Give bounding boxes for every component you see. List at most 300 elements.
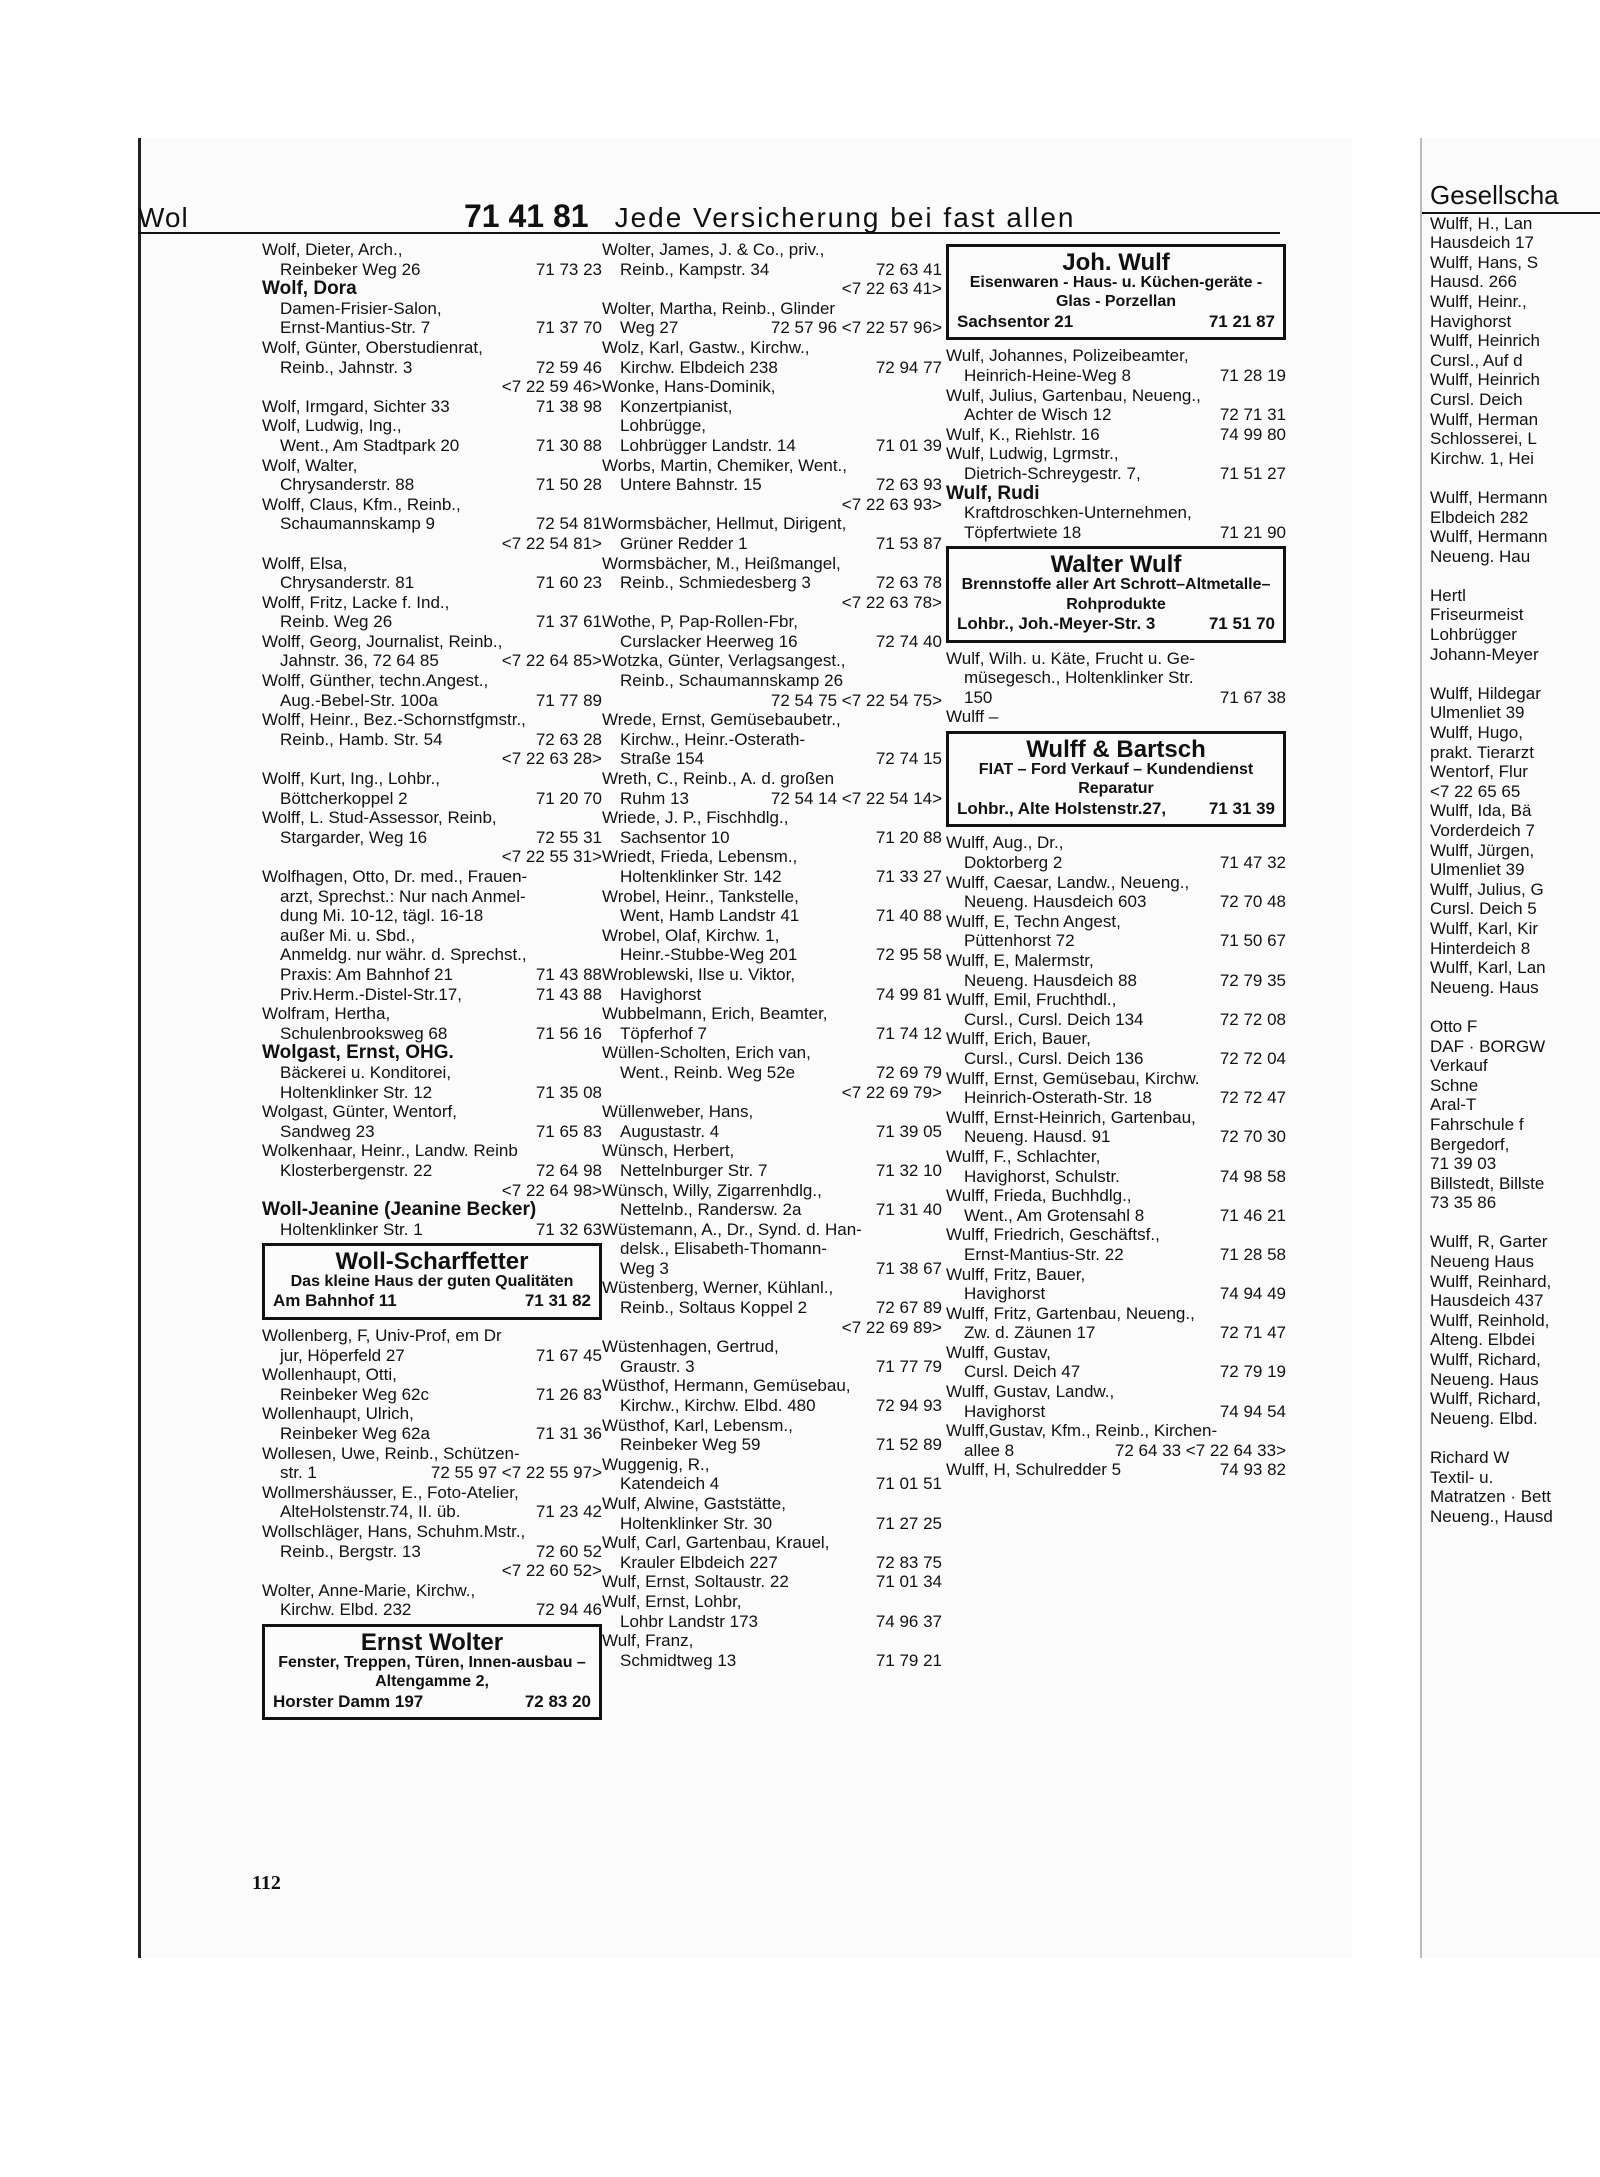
directory-entry xyxy=(946,1225,1286,1264)
entry-detail: AlteHolstenstr.74, II. üb. xyxy=(280,1502,461,1522)
adjacent-line: Neueng. Elbd. xyxy=(1430,1408,1538,1428)
entry-phone: <7 22 69 89> xyxy=(841,1317,942,1337)
entry-line xyxy=(946,1323,1286,1343)
directory-entry xyxy=(262,397,602,417)
entry-name: Wüsthof, Hermann, Gemüsebau, xyxy=(602,1376,851,1396)
entry-name: Wüstenhagen, Gertrud, xyxy=(602,1337,779,1357)
entry-detail: Töpferhof 7 xyxy=(620,1023,707,1043)
entry-phone: 74 96 37 xyxy=(875,1611,942,1631)
entry-detail: Priv.Herm.-Distel-Str.17, xyxy=(280,984,462,1004)
entry-detail: Klosterbergenstr. 22 xyxy=(280,1160,433,1180)
directory-entry xyxy=(602,1337,942,1376)
adjacent-line: Wulff, Hermann xyxy=(1430,527,1548,547)
entry-line xyxy=(602,1083,942,1103)
directory-entry xyxy=(262,1522,602,1581)
adjacent-line: Hausd. 266 xyxy=(1430,272,1517,292)
entry-line xyxy=(946,931,1286,951)
directory-entry xyxy=(262,632,602,671)
entry-line xyxy=(262,945,602,965)
entry-detail: Kirchw., Heinr.-Osterath- xyxy=(620,729,806,749)
entry-line xyxy=(946,1225,1286,1245)
entry-detail: Nettelnburger Str. 7 xyxy=(620,1160,768,1180)
entry-detail: Lohbr Landstr 173 xyxy=(620,1611,758,1631)
entry-name: Wriedt, Frieda, Lebensm., xyxy=(602,847,798,867)
entry-line xyxy=(262,985,602,1005)
directory-entry xyxy=(946,1029,1286,1068)
entry-line xyxy=(262,1181,602,1201)
ad-phone: 72 83 20 xyxy=(524,1691,591,1711)
entry-phone: 72 64 98 xyxy=(535,1160,602,1180)
entry-line xyxy=(946,971,1286,991)
entry-line xyxy=(602,1298,942,1318)
entry-line xyxy=(946,1069,1286,1089)
entry-phone: 72 70 30 xyxy=(1219,1127,1286,1147)
entry-name: Wulf, Franz, xyxy=(602,1631,694,1651)
entry-phone: 72 72 47 xyxy=(1219,1088,1286,1108)
entry-line xyxy=(602,612,942,632)
entry-name: Wulff,Gustav, Kfm., Reinb., Kirchen- xyxy=(946,1421,1218,1441)
entry-phone: 71 20 88 xyxy=(875,827,942,847)
entry-line xyxy=(602,1553,942,1573)
entry-phone: 71 50 67 xyxy=(1219,931,1286,951)
directory-entry xyxy=(602,887,942,926)
ad-subtitle: FIAT – Ford Verkauf – Kundendienst Reparatur xyxy=(978,760,1254,798)
entry-name: Wroblewski, Ilse u. Viktor, xyxy=(602,964,796,984)
entry-line xyxy=(602,1592,942,1612)
entry-line xyxy=(602,240,942,260)
entry-line xyxy=(602,847,942,867)
entry-detail: Chrysanderstr. 88 xyxy=(280,475,415,495)
entry-line xyxy=(262,1063,602,1083)
entry-line xyxy=(602,945,942,965)
entry-line xyxy=(262,260,602,280)
directory-entry xyxy=(602,651,942,710)
entry-detail: Bäckerei u. Konditorei, xyxy=(280,1062,452,1082)
entry-line xyxy=(262,475,602,495)
directory-entry xyxy=(946,873,1286,912)
entry-line xyxy=(946,951,1286,971)
entry-detail: Went., Am Stadtpark 20 xyxy=(280,435,460,455)
entry-name: Wulff – xyxy=(946,707,999,727)
entry-phone: 71 32 10 xyxy=(875,1160,942,1180)
adjacent-line: Alteng. Elbdei xyxy=(1430,1330,1535,1350)
entry-detail: Augustastr. 4 xyxy=(620,1121,720,1141)
entry-detail: Sandweg 23 xyxy=(280,1121,375,1141)
entry-line xyxy=(602,1455,942,1475)
entry-phone: 72 57 96 <7 22 57 96> xyxy=(770,318,942,338)
entry-line xyxy=(946,990,1286,1010)
entry-name: Wolter, James, J. & Co., priv., xyxy=(602,240,825,259)
entry-name: Wubbelmann, Erich, Beamter, xyxy=(602,1004,828,1024)
entry-phone: 74 93 82 xyxy=(1219,1460,1286,1480)
entry-line xyxy=(602,554,942,574)
entry-detail: Aug.-Bebel-Str. 100a xyxy=(280,690,438,710)
adjacent-line: Wulff, Jürgen, xyxy=(1430,840,1535,860)
directory-entry xyxy=(602,847,942,886)
adjacent-line: Wulff, Richard, xyxy=(1430,1389,1541,1409)
entry-phone: 74 94 49 xyxy=(1219,1284,1286,1304)
entry-line xyxy=(262,1542,602,1562)
adjacent-line: Wulff, Reinhard, xyxy=(1430,1271,1552,1291)
entry-line xyxy=(262,299,602,319)
entry-line xyxy=(602,906,942,926)
entry-name: Worbs, Martin, Chemiker, Went., xyxy=(602,455,847,475)
entry-line xyxy=(602,1396,942,1416)
directory-entry xyxy=(946,1069,1286,1108)
entry-line xyxy=(262,1483,602,1503)
entry-name: Wolf, Irmgard, Sichter 33 xyxy=(262,396,450,416)
entry-name: Wrobel, Olaf, Kirchw. 1, xyxy=(602,925,780,945)
entry-name: Wulff, H, Schulredder 5 xyxy=(946,1460,1122,1480)
header-phone-number: 71 41 81 xyxy=(464,198,589,234)
adjacent-line: <7 22 65 65 xyxy=(1430,781,1521,801)
entry-phone: 71 21 90 xyxy=(1219,522,1286,542)
directory-entry xyxy=(602,612,942,651)
entry-line xyxy=(262,593,602,613)
entry-detail: Schaumannskamp 9 xyxy=(280,514,435,534)
entry-detail: Reinbeker Weg 59 xyxy=(620,1435,761,1455)
entry-name: Wrede, Ernst, Gemüsebaubetr., xyxy=(602,710,841,730)
entry-name: Wolf, Dieter, Arch., xyxy=(262,240,403,259)
entry-name: Woll-Jeanine (Jeanine Becker) xyxy=(262,1199,537,1221)
entry-detail: Went., Reinb. Weg 52e xyxy=(620,1062,796,1082)
entry-name: Wolgast, Ernst, OHG. xyxy=(262,1042,454,1064)
entry-line xyxy=(262,789,602,809)
adjacent-line: Cursl. Deich xyxy=(1430,389,1523,409)
entry-phone: 71 73 23 xyxy=(535,259,602,279)
entry-detail xyxy=(262,749,280,769)
adjacent-line: 71 39 03 xyxy=(1430,1154,1497,1174)
adjacent-line: Neueng. Hau xyxy=(1430,546,1531,566)
entry-line xyxy=(946,484,1286,504)
entry-name: Wolgast, Günter, Wentorf, xyxy=(262,1102,457,1122)
entry-phone: <7 22 64 85> xyxy=(501,651,602,671)
entry-detail: Nettelnb., Randersw. 2a xyxy=(620,1200,802,1220)
entry-line xyxy=(262,710,602,730)
entry-line xyxy=(946,1049,1286,1069)
entry-phone: <7 22 55 31> xyxy=(501,847,602,867)
entry-line xyxy=(946,912,1286,932)
entry-line xyxy=(602,1318,942,1338)
entry-phone: 72 64 33 <7 22 64 33> xyxy=(1114,1440,1286,1460)
entry-name: Wollenberg, F, Univ-Prof, em Dr xyxy=(262,1326,502,1346)
entry-line xyxy=(602,632,942,652)
directory-entry xyxy=(262,456,602,495)
entry-line xyxy=(602,1220,942,1240)
directory-entry xyxy=(946,990,1286,1029)
directory-entry xyxy=(262,1444,602,1483)
entry-line xyxy=(262,671,602,691)
entry-detail: Kirchw., Kirchw. Elbd. 480 xyxy=(620,1396,816,1416)
entry-phone: 72 83 75 xyxy=(875,1552,942,1572)
entry-line xyxy=(262,1561,602,1581)
directory-entry xyxy=(602,554,942,613)
directory-entry xyxy=(262,1141,602,1200)
entry-name: Wulf, Ernst, Soltaustr. 22 xyxy=(602,1572,789,1592)
entry-line xyxy=(262,906,602,926)
entry-line xyxy=(946,405,1286,425)
entry-line xyxy=(946,1441,1286,1461)
entry-name: Wulff, Erich, Bauer, xyxy=(946,1029,1091,1049)
entry-detail: Weg 27 xyxy=(620,318,679,338)
entry-line xyxy=(946,873,1286,893)
entry-phone: 71 77 89 xyxy=(535,690,602,710)
entry-name: Wolf, Günter, Oberstudienrat, xyxy=(262,337,483,357)
entry-phone: 72 94 46 xyxy=(535,1600,602,1620)
entry-name: Wünsch, Willy, Zigarrenhdlg., xyxy=(602,1180,822,1200)
entry-name: Wreth, C., Reinb., A. d. großen xyxy=(602,769,835,789)
directory-entry xyxy=(602,926,942,965)
entry-line xyxy=(262,436,602,456)
entry-phone: 71 28 58 xyxy=(1219,1244,1286,1264)
directory-entry xyxy=(946,1147,1286,1186)
entry-line xyxy=(602,1474,942,1494)
entry-line xyxy=(262,377,602,397)
entry-line xyxy=(602,965,942,985)
ad-footer xyxy=(273,1692,591,1712)
entry-line xyxy=(602,926,942,946)
entry-detail xyxy=(262,847,280,867)
entry-detail: Reinb., Jahnstr. 3 xyxy=(280,357,413,377)
entry-name: Wulff, F., Schlachter, xyxy=(946,1146,1101,1166)
entry-name: Wulff, Frieda, Buchhdlg., xyxy=(946,1186,1132,1206)
entry-line xyxy=(262,240,602,260)
entry-line xyxy=(602,416,942,436)
entry-line xyxy=(602,279,942,299)
entry-name: Wüstenberg, Werner, Kühlanl., xyxy=(602,1278,834,1298)
ad-phone: 71 31 82 xyxy=(524,1291,591,1311)
entry-detail: Ernst-Mantius-Str. 22 xyxy=(964,1244,1124,1264)
entry-phone: 71 35 08 xyxy=(535,1082,602,1102)
entry-line xyxy=(262,1161,602,1181)
adjacent-line: Vorderdeich 7 xyxy=(1430,821,1535,840)
header-section-label: Wol xyxy=(138,202,189,233)
entry-phone: 72 72 04 xyxy=(1219,1048,1286,1068)
entry-name: Wüllenweber, Hans, xyxy=(602,1102,754,1122)
ad-title: Ernst Wolter xyxy=(360,1628,504,1656)
entry-name: Wolfhagen, Otto, Dr. med., Frauen- xyxy=(262,867,528,886)
entry-detail: Reinb. Weg 26 xyxy=(280,612,393,632)
directory-entry xyxy=(602,240,942,299)
entry-line xyxy=(262,1102,602,1122)
directory-entry xyxy=(602,299,942,338)
adjacent-line: Wulff, Hans, S xyxy=(1430,252,1539,272)
entry-name: Wulff, Fritz, Gartenbau, Neueng., xyxy=(946,1303,1195,1323)
entry-phone: 71 37 61 xyxy=(535,612,602,632)
entry-line xyxy=(602,808,942,828)
entry-line xyxy=(262,730,602,750)
directory-entry xyxy=(946,1304,1286,1343)
directory-entry xyxy=(262,769,602,808)
entry-detail: Neueng. Hausdeich 88 xyxy=(964,970,1137,990)
adjacent-line: Wulff, Julius, G xyxy=(1430,879,1544,899)
entry-name: Wolfram, Hertha, xyxy=(262,1004,391,1024)
directory-entry xyxy=(946,649,1286,708)
entry-line xyxy=(262,1365,602,1385)
entry-line xyxy=(602,1612,942,1632)
entry-phone: 72 55 97 <7 22 55 97> xyxy=(430,1463,602,1483)
entry-name: Wothe, P, Pap-Rollen-Fbr, xyxy=(602,612,798,632)
entry-name: Wulff, Aug., Dr., xyxy=(946,833,1064,853)
adjacent-line: Hertl xyxy=(1430,585,1466,605)
entry-line xyxy=(602,475,942,495)
directory-entry xyxy=(602,514,942,553)
directory-entry xyxy=(602,456,942,515)
entry-line xyxy=(602,1063,942,1083)
entry-phone: 72 95 58 xyxy=(875,945,942,965)
entry-line xyxy=(946,386,1286,406)
entry-phone: 71 26 83 xyxy=(535,1384,602,1404)
entry-phone: 72 94 93 xyxy=(875,1396,942,1416)
entry-detail: Katendeich 4 xyxy=(620,1474,720,1494)
directory-entry xyxy=(262,1043,602,1102)
entry-line xyxy=(262,1200,602,1220)
entry-phone: 71 37 70 xyxy=(535,318,602,338)
entry-line xyxy=(602,691,942,711)
adjacent-line: Wulff, Heinrich xyxy=(1430,370,1540,390)
entry-detail: Straße 154 xyxy=(620,749,705,769)
entry-phone: 72 54 75 <7 22 54 75> xyxy=(770,690,942,710)
entry-detail xyxy=(262,1181,280,1201)
entry-line xyxy=(602,1259,942,1279)
entry-line xyxy=(946,649,1286,669)
entry-detail: Heinr.-Stubbe-Weg 201 xyxy=(620,945,798,965)
directory-entry xyxy=(602,1455,942,1494)
entry-line xyxy=(262,847,602,867)
entry-phone: 72 69 79 xyxy=(875,1062,942,1082)
adjacent-line xyxy=(1422,468,1600,488)
adjacent-line: Friseurmeist xyxy=(1430,605,1524,625)
directory-entry xyxy=(946,386,1286,425)
entry-phone: 74 98 58 xyxy=(1219,1166,1286,1186)
entry-detail: Chrysanderstr. 81 xyxy=(280,573,415,593)
entry-phone: 71 56 16 xyxy=(535,1023,602,1043)
entry-detail: jur, Höperfeld 27 xyxy=(280,1345,405,1365)
entry-line xyxy=(602,456,942,476)
entry-name: Wüsthof, Karl, Lebensm., xyxy=(602,1415,793,1435)
entry-line xyxy=(262,808,602,828)
entry-detail: Neueng. Hausdeich 603 xyxy=(964,892,1147,912)
adjacent-line: Wulff, Herman xyxy=(1430,409,1539,429)
entry-detail: Reinbeker Weg 62c xyxy=(280,1384,429,1404)
entry-line xyxy=(946,1186,1286,1206)
entry-name: Wulf, Rudi xyxy=(946,482,1040,504)
entry-phone: 71 38 98 xyxy=(535,396,602,416)
ad-footer xyxy=(957,614,1275,634)
entry-phone: 71 31 40 xyxy=(875,1200,942,1220)
adjacent-line: Wulff, Hildegar xyxy=(1430,683,1541,703)
adjacent-line: Cursl. Deich 5 xyxy=(1430,899,1537,919)
entry-phone: 72 59 46 xyxy=(535,357,602,377)
entry-name: Wulff, Caesar, Landw., Neueng., xyxy=(946,872,1190,892)
entry-line xyxy=(602,1651,942,1671)
entry-line xyxy=(946,1460,1286,1480)
entry-detail: Schulenbrooksweg 68 xyxy=(280,1023,448,1043)
adjacent-line: Textil- u. xyxy=(1430,1467,1494,1487)
entry-detail xyxy=(262,377,280,397)
ad-phone: 71 51 70 xyxy=(1208,614,1275,634)
entry-detail xyxy=(602,1083,620,1103)
entry-phone: <7 22 54 81> xyxy=(501,533,602,553)
entry-line xyxy=(602,1514,942,1534)
entry-phone: 72 79 19 xyxy=(1219,1362,1286,1382)
adjacent-line: Hausdeich 437 xyxy=(1430,1291,1544,1311)
directory-entry xyxy=(602,377,942,455)
directory-entry xyxy=(946,951,1286,990)
entry-line xyxy=(946,444,1286,464)
adjacent-line: Hinterdeich 8 xyxy=(1430,938,1531,958)
entry-line xyxy=(262,1463,602,1483)
adjacent-page-strip xyxy=(1420,138,1600,1958)
directory-entry xyxy=(262,416,602,455)
entry-line xyxy=(602,534,942,554)
entry-line xyxy=(946,523,1286,543)
entry-detail: außer Mi. u. Sbd., xyxy=(280,925,416,945)
adjacent-line: Otto F xyxy=(1430,1016,1478,1036)
entry-name: Wulf, Carl, Gartenbau, Krauel, xyxy=(602,1533,830,1553)
entry-phone: 71 43 88 xyxy=(535,964,602,984)
entry-line xyxy=(602,985,942,1005)
entry-line xyxy=(262,867,602,887)
entry-line xyxy=(262,573,602,593)
entry-phone: <7 22 60 52> xyxy=(501,1561,602,1581)
entry-name: Wünsch, Herbert, xyxy=(602,1141,735,1161)
page-header xyxy=(138,188,1280,234)
entry-name: Wüstemann, A., Dr., Synd. d. Han- xyxy=(602,1219,862,1239)
entry-line xyxy=(946,346,1286,366)
directory-entry xyxy=(946,912,1286,951)
adjacent-line: Neueng. Haus xyxy=(1430,977,1539,997)
entry-detail xyxy=(602,1318,620,1338)
entry-detail: müsegesch., Holtenklinker Str. xyxy=(964,668,1194,688)
directory-entry xyxy=(602,1572,942,1592)
adjacent-line: DAF · BORGW xyxy=(1430,1036,1546,1056)
entry-line xyxy=(602,1141,942,1161)
entry-name: Wolter, Martha, Reinb., Glinder xyxy=(602,298,836,318)
entry-line xyxy=(602,573,942,593)
entry-line xyxy=(946,1245,1286,1265)
entry-name: Wolff, Elsa, xyxy=(262,553,348,573)
adjacent-line: Neueng Haus xyxy=(1430,1252,1534,1272)
entry-detail: Kirchw. Elbd. 232 xyxy=(280,1600,412,1620)
entry-phone: 71 47 32 xyxy=(1219,853,1286,873)
entry-line xyxy=(602,1337,942,1357)
ad-address: Horster Damm 197 xyxy=(273,1691,424,1711)
entry-name: Wulff, Ernst-Heinrich, Gartenbau, xyxy=(946,1107,1196,1127)
directory-entry xyxy=(602,808,942,847)
entry-line xyxy=(602,358,942,378)
entry-name: Wulf, K., Riehlstr. 16 xyxy=(946,424,1100,444)
adjacent-line: Wulff, Hermann xyxy=(1430,487,1548,507)
entry-line xyxy=(602,1572,942,1592)
entry-detail: Havighorst, Schulstr. xyxy=(964,1166,1120,1186)
entry-detail: Lohbrügge, xyxy=(620,416,707,436)
entry-detail: Heinrich-Heine-Weg 8 xyxy=(964,365,1131,385)
ad-subtitle: Brennstoffe aller Art Schrott–Altmetalle–Rohprodukte xyxy=(961,575,1271,613)
adjacent-line: Ulmenliet 39 xyxy=(1430,703,1525,723)
adjacent-line: Verkauf xyxy=(1430,1056,1488,1076)
entry-name: Wormsbächer, Hellmut, Dirigent, xyxy=(602,514,847,534)
entry-phone: <7 22 59 46> xyxy=(501,377,602,397)
entry-line xyxy=(262,514,602,534)
directory-entry xyxy=(946,346,1286,385)
adjacent-line: Richard W xyxy=(1430,1448,1510,1467)
directory-entry xyxy=(602,710,942,769)
entry-phone: <7 22 63 93> xyxy=(841,494,942,514)
ad-footer xyxy=(957,799,1275,819)
entry-line xyxy=(262,769,602,789)
entry-detail: Holtenklinker Str. 142 xyxy=(620,867,782,886)
